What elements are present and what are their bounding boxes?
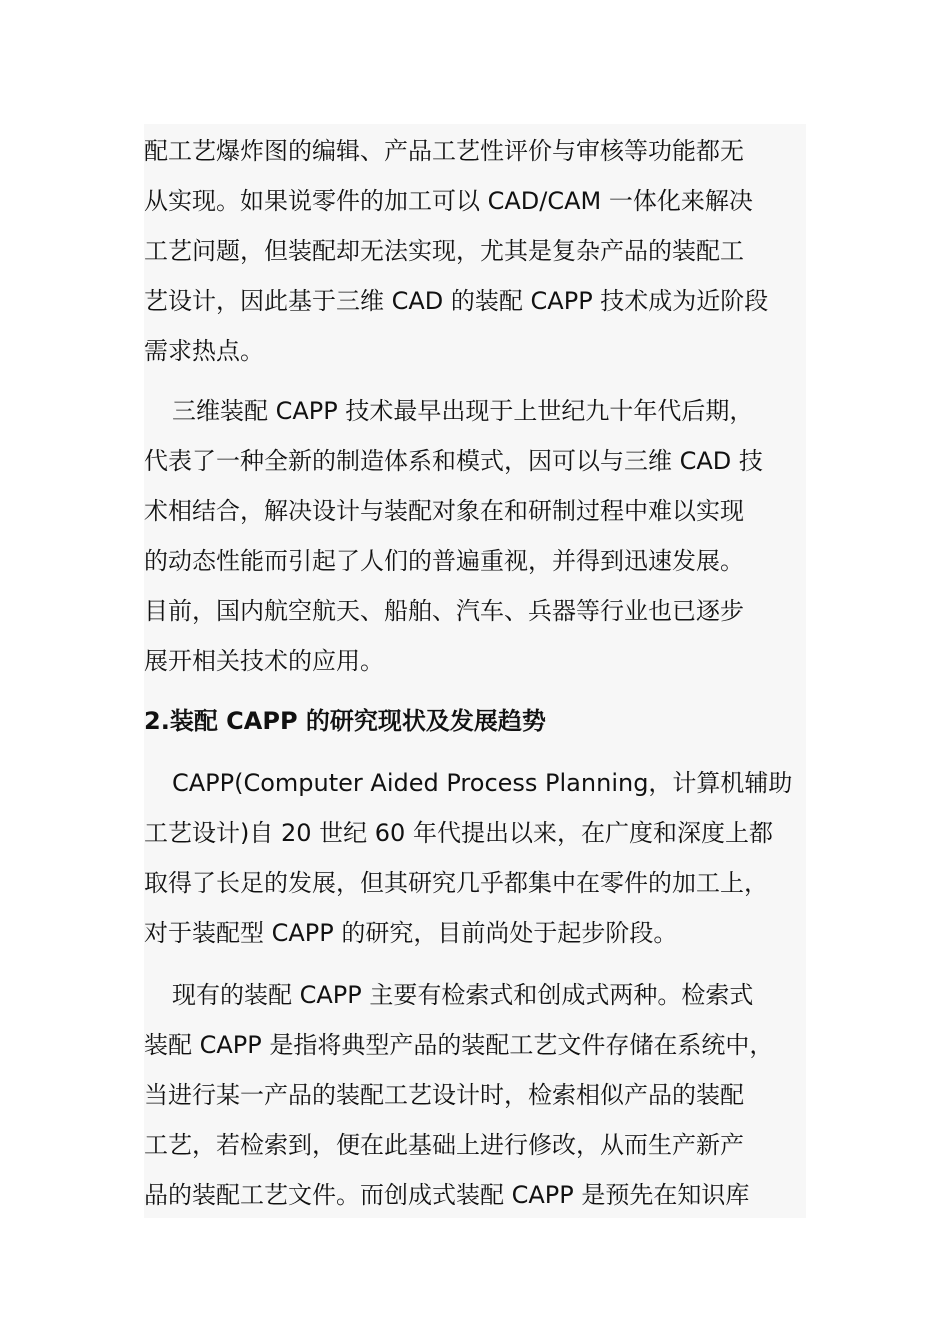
body-line: 术相结合，解决设计与装配对象在和研制过程中难以实现 [144, 497, 744, 525]
body-line: 装配 CAPP 是指将典型产品的装配工艺文件存储在系统中， [144, 1031, 774, 1059]
body-line: 工艺，若检索到，便在此基础上进行修改，从而生产新产 [144, 1131, 744, 1159]
document-body [144, 124, 806, 1218]
body-line: 工艺问题，但装配却无法实现，尤其是复杂产品的装配工 [144, 237, 744, 265]
body-line: 配工艺爆炸图的编辑、产品工艺性评价与审核等功能都无 [144, 137, 744, 165]
section-heading: 2.装配 CAPP 的研究现状及发展趋势 [144, 707, 546, 735]
body-line: 工艺设计)自 20 世纪 60 年代提出以来，在广度和深度上都 [144, 819, 773, 847]
body-line: 从实现。如果说零件的加工可以 CAD/CAM 一体化来解决 [144, 187, 753, 215]
body-line: 代表了一种全新的制造体系和模式，因可以与三维 CAD 技 [144, 447, 763, 475]
body-line: 三维装配 CAPP 技术最早出现于上世纪九十年代后期， [172, 397, 754, 425]
body-line: 展开相关技术的应用。 [144, 647, 384, 675]
body-line: 取得了长足的发展，但其研究几乎都集中在零件的加工上， [144, 869, 768, 897]
body-line: 对于装配型 CAPP 的研究，目前尚处于起步阶段。 [144, 919, 678, 947]
body-line: 目前，国内航空航天、船舶、汽车、兵器等行业也已逐步 [144, 597, 744, 625]
body-line: 现有的装配 CAPP 主要有检索式和创成式两种。检索式 [172, 981, 754, 1009]
body-line: 艺设计，因此基于三维 CAD 的装配 CAPP 技术成为近阶段 [144, 287, 769, 315]
body-line: 需求热点。 [144, 337, 264, 365]
body-line: 的动态性能而引起了人们的普遍重视，并得到迅速发展。 [144, 547, 744, 575]
body-line: 当进行某一产品的装配工艺设计时，检索相似产品的装配 [144, 1081, 744, 1109]
body-line: 品的装配工艺文件。而创成式装配 CAPP 是预先在知识库 [144, 1181, 750, 1209]
body-line: CAPP(Computer Aided Process Planning，计算机辅助 [172, 769, 793, 797]
